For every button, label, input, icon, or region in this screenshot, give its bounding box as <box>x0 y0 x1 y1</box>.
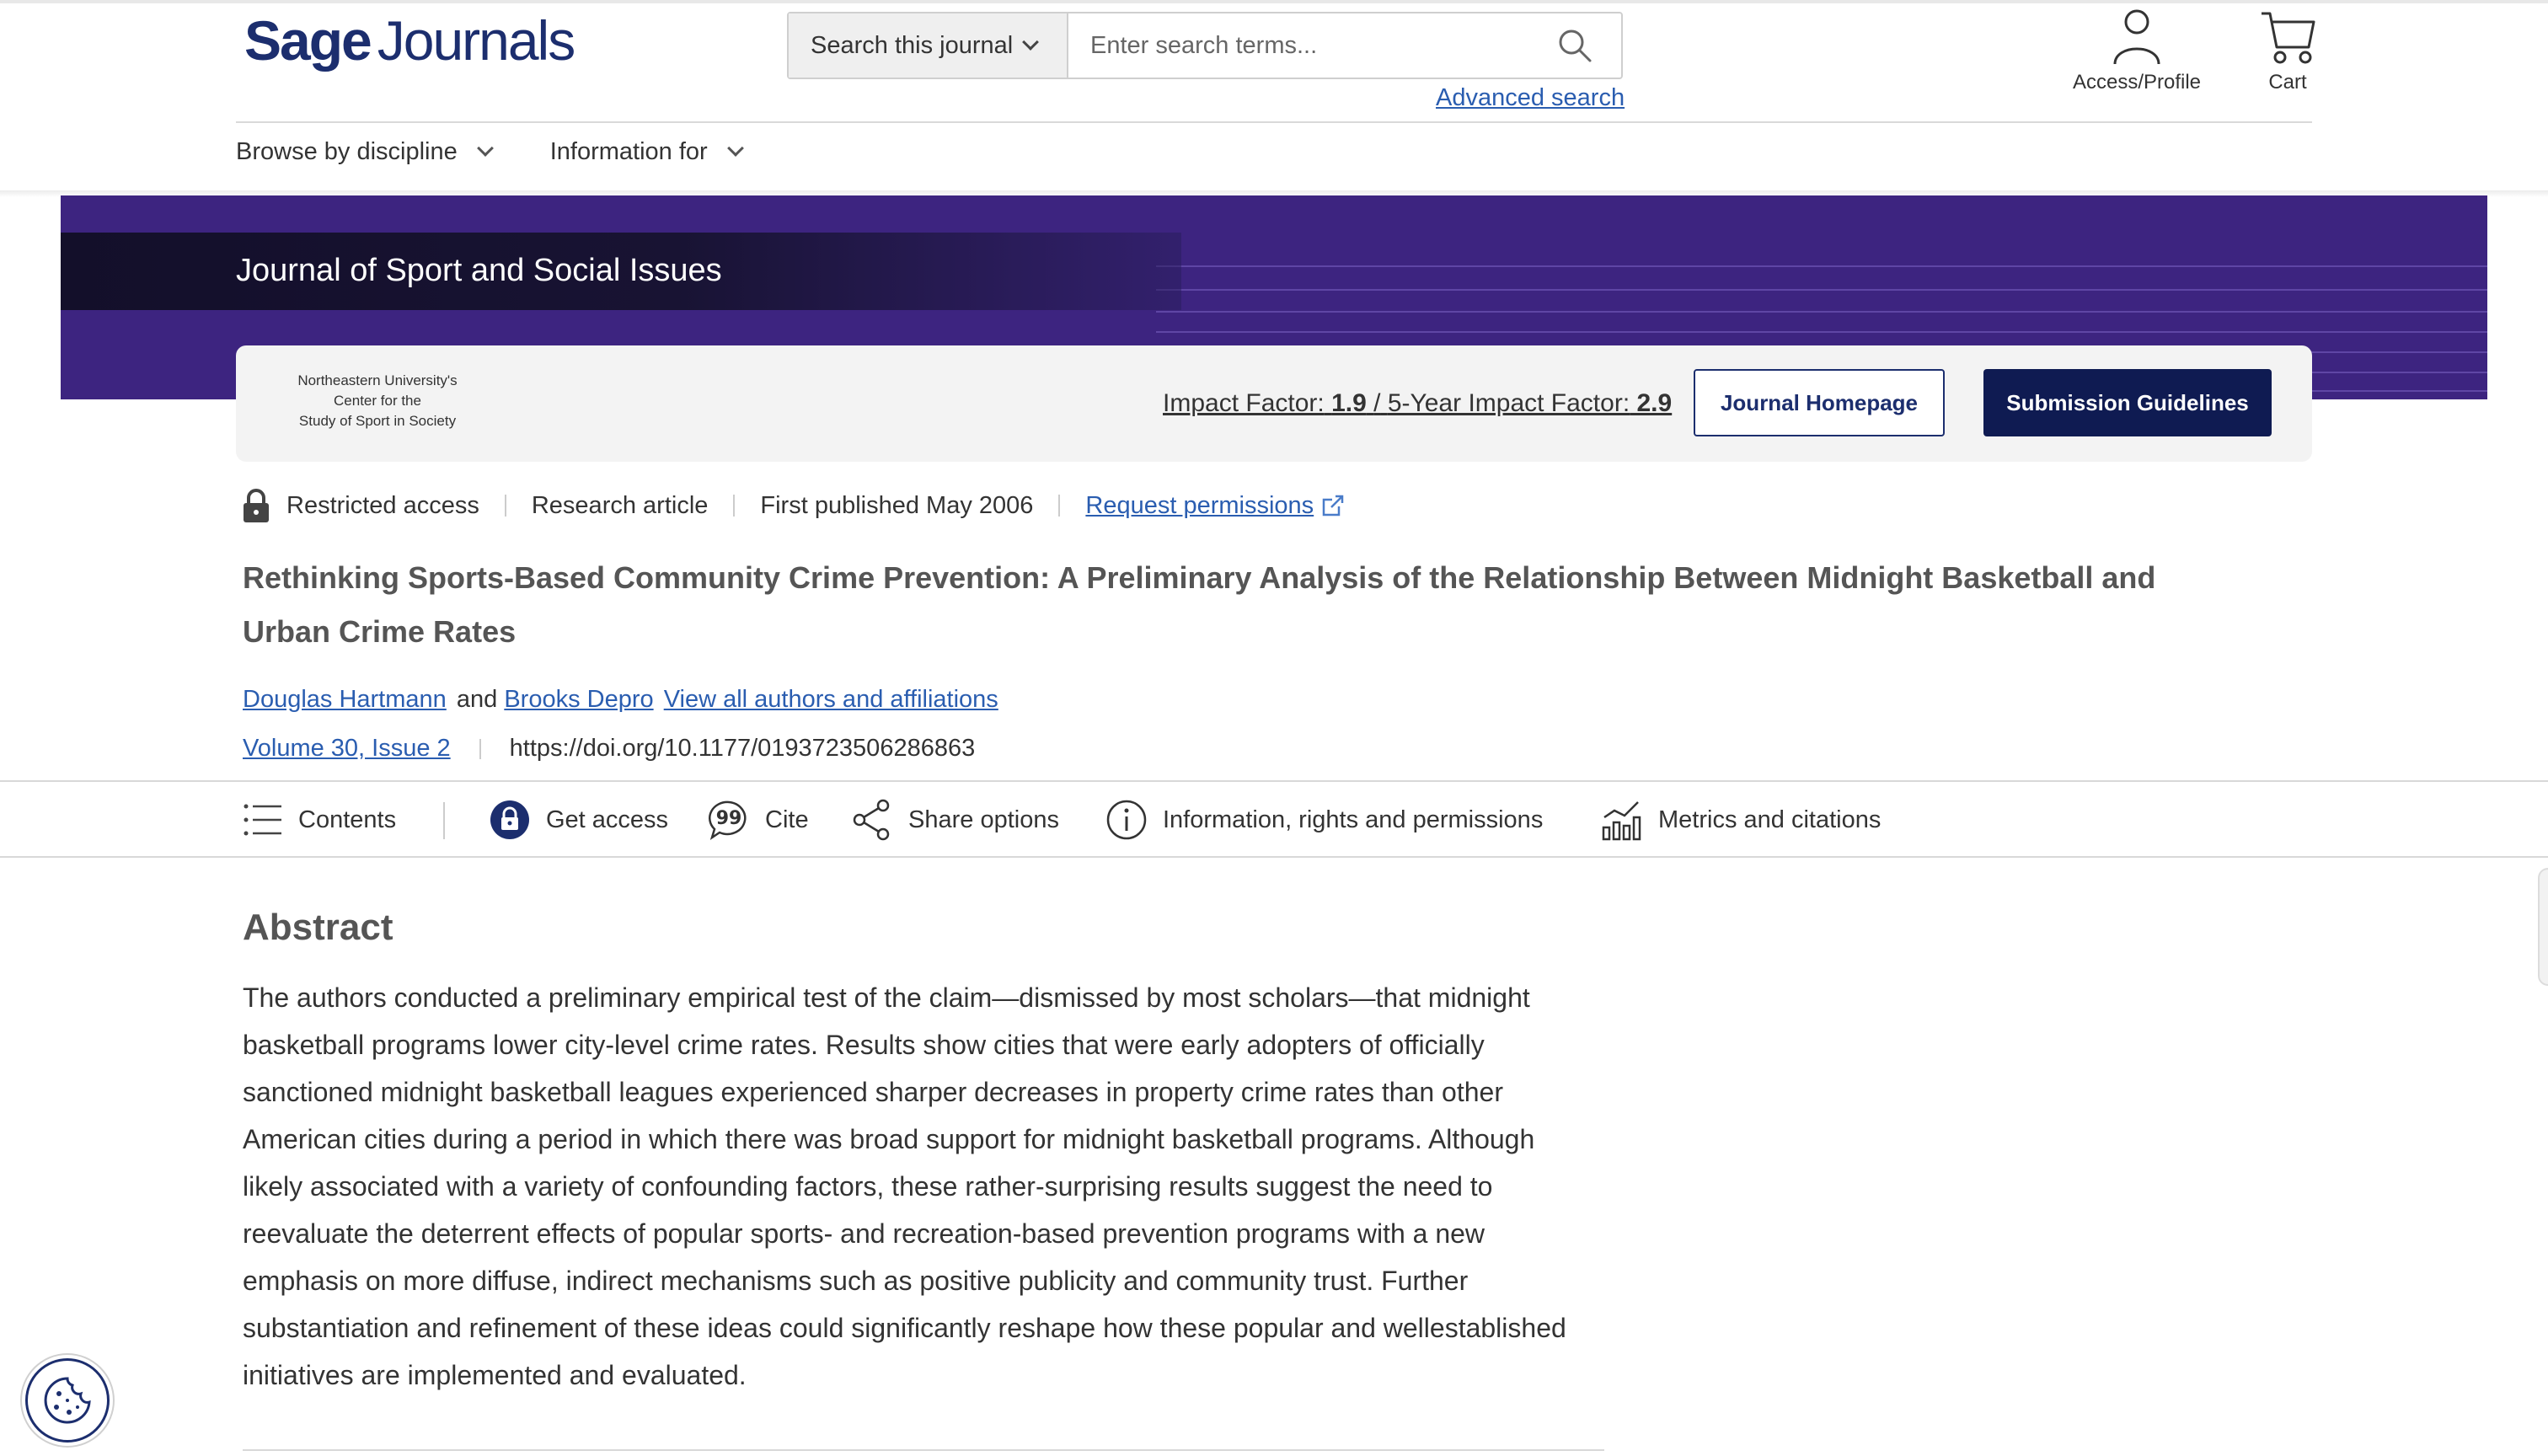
cookie-settings-button[interactable] <box>25 1358 110 1443</box>
divider <box>733 495 735 517</box>
cart-button[interactable] <box>2250 7 2326 94</box>
five-year-impact-label: 5-Year Impact Factor: <box>1387 389 1630 417</box>
user-icon <box>2110 7 2164 67</box>
get-access-label: Get access <box>546 806 669 833</box>
journal-info-box <box>236 345 2312 462</box>
bar-chart-icon <box>1601 799 1643 841</box>
metrics-citations-label: Metrics and citations <box>1658 806 1882 833</box>
divider <box>443 802 445 839</box>
list-icon <box>243 801 283 838</box>
information-rights-button[interactable] <box>1105 799 1543 841</box>
abstract-text: The authors conducted a preliminary empirical test of the claim—dismissed by most scholars—that midnight basketball programs lower city-level crime rates. Results show cities that were early adopters of officially sanctioned midnight basketball leagues experienced sharper decreases in property crime rates than other American cities during a period in which there was broad support for midnight basketball programs. Although likely associated with a variety of confounding factors, these rather-surprising results suggest the need to reevaluate the deterrent effects of popular sports- and recreation-based prevention programs with a new emphasis on more diffuse, indirect mechanisms such as positive publicity and community trust. Further substantiation and refinement of these ideas could significantly reshape how these popular and wellestablished initiatives are implemented and evaluated. <box>243 982 1566 1390</box>
divider <box>505 495 506 517</box>
advanced-search-link[interactable]: Advanced search <box>1436 84 1625 111</box>
cite-button[interactable] <box>708 799 809 841</box>
society-logo-line: Center for the <box>334 393 421 409</box>
society-logo-line: Study of Sport in Society <box>298 413 457 429</box>
information-rights-label: Information, rights and permissions <box>1163 806 1544 833</box>
author-link[interactable]: Douglas Hartmann <box>243 686 447 713</box>
share-icon <box>851 799 893 841</box>
volume-issue-link[interactable]: Volume 30, Issue 2 <box>243 735 451 762</box>
side-tab[interactable] <box>2538 868 2548 986</box>
impact-factor-link[interactable] <box>1163 389 1672 418</box>
external-link-icon <box>1320 493 1346 518</box>
nav-information-for[interactable] <box>550 138 741 166</box>
main-nav <box>236 138 741 166</box>
submission-guidelines-button[interactable]: Submission Guidelines <box>1983 369 2272 436</box>
search-button[interactable] <box>1528 13 1621 78</box>
info-icon <box>1105 799 1148 841</box>
share-options-label: Share options <box>908 806 1059 833</box>
author-list <box>243 686 1002 714</box>
top-border <box>0 0 2548 3</box>
doi-text[interactable]: https://doi.org/10.1177/0193723506286863 <box>509 735 976 762</box>
access-profile-label: Access/Profile <box>2072 71 2202 94</box>
lock-icon <box>489 799 531 841</box>
author-link[interactable]: Brooks Depro <box>504 686 654 713</box>
chevron-down-icon <box>727 140 744 157</box>
sage-journals-logo[interactable] <box>244 8 574 72</box>
access-profile-button[interactable] <box>2069 7 2204 94</box>
search-bar <box>787 12 1623 79</box>
svg-text:99: 99 <box>715 808 742 829</box>
nav-browse-by-discipline[interactable] <box>236 138 491 166</box>
cite-label: Cite <box>765 806 809 833</box>
journal-homepage-button[interactable]: Journal Homepage <box>1694 369 1945 436</box>
impact-factor-label: Impact Factor: <box>1163 389 1325 417</box>
volume-doi-row <box>243 735 975 763</box>
chevron-down-icon <box>477 140 494 157</box>
search-scope-label: Search this journal <box>811 31 1014 59</box>
request-permissions-link[interactable]: Request permissions <box>1085 491 1314 519</box>
search-scope-select[interactable] <box>789 13 1068 78</box>
divider <box>1058 495 1060 517</box>
access-status: Restricted access <box>286 491 479 519</box>
get-access-button[interactable] <box>489 799 668 841</box>
lock-icon <box>241 487 271 524</box>
impact-separator: / <box>1373 389 1381 417</box>
header-divider <box>236 121 2312 123</box>
nav-item-label: Information for <box>549 138 708 165</box>
logo-sage: Sage <box>244 9 371 72</box>
article-meta <box>241 487 1346 524</box>
cart-icon <box>2258 7 2317 67</box>
cookie-icon <box>42 1375 93 1426</box>
abstract-divider <box>243 1449 1604 1451</box>
society-logo-line: Northeastern University's <box>297 372 458 388</box>
author-conjunction: and <box>456 686 498 713</box>
chevron-down-icon <box>1022 34 1039 51</box>
logo-journals: Journals <box>377 9 575 72</box>
divider <box>479 739 481 759</box>
nav-item-label: Browse by discipline <box>236 138 458 165</box>
metrics-citations-button[interactable] <box>1601 799 1881 841</box>
contents-label: Contents <box>298 806 397 833</box>
cart-label: Cart <box>2268 71 2307 94</box>
article-type: Research article <box>531 491 709 519</box>
impact-factor-value: 1.9 <box>1331 389 1367 417</box>
share-options-button[interactable] <box>851 799 1059 841</box>
five-year-impact-value: 2.9 <box>1636 389 1673 417</box>
article-title: Rethinking Sports-Based Community Crime Prevention: A Preliminary Analysis of the Relationship Between Midnight Basketball and Urban Crime Rates <box>243 560 2156 649</box>
contents-button[interactable] <box>243 799 396 841</box>
view-all-authors-link[interactable]: View all authors and affiliations <box>663 686 998 713</box>
quote-bubble-icon <box>708 799 750 841</box>
society-logo[interactable] <box>285 371 470 431</box>
abstract-heading: Abstract <box>243 907 393 948</box>
published-date: First published May 2006 <box>760 491 1034 519</box>
article-toolbar <box>0 780 2548 858</box>
search-icon <box>1556 27 1593 64</box>
journal-title[interactable]: Journal of Sport and Social Issues <box>236 253 722 288</box>
search-input[interactable] <box>1068 13 1528 78</box>
